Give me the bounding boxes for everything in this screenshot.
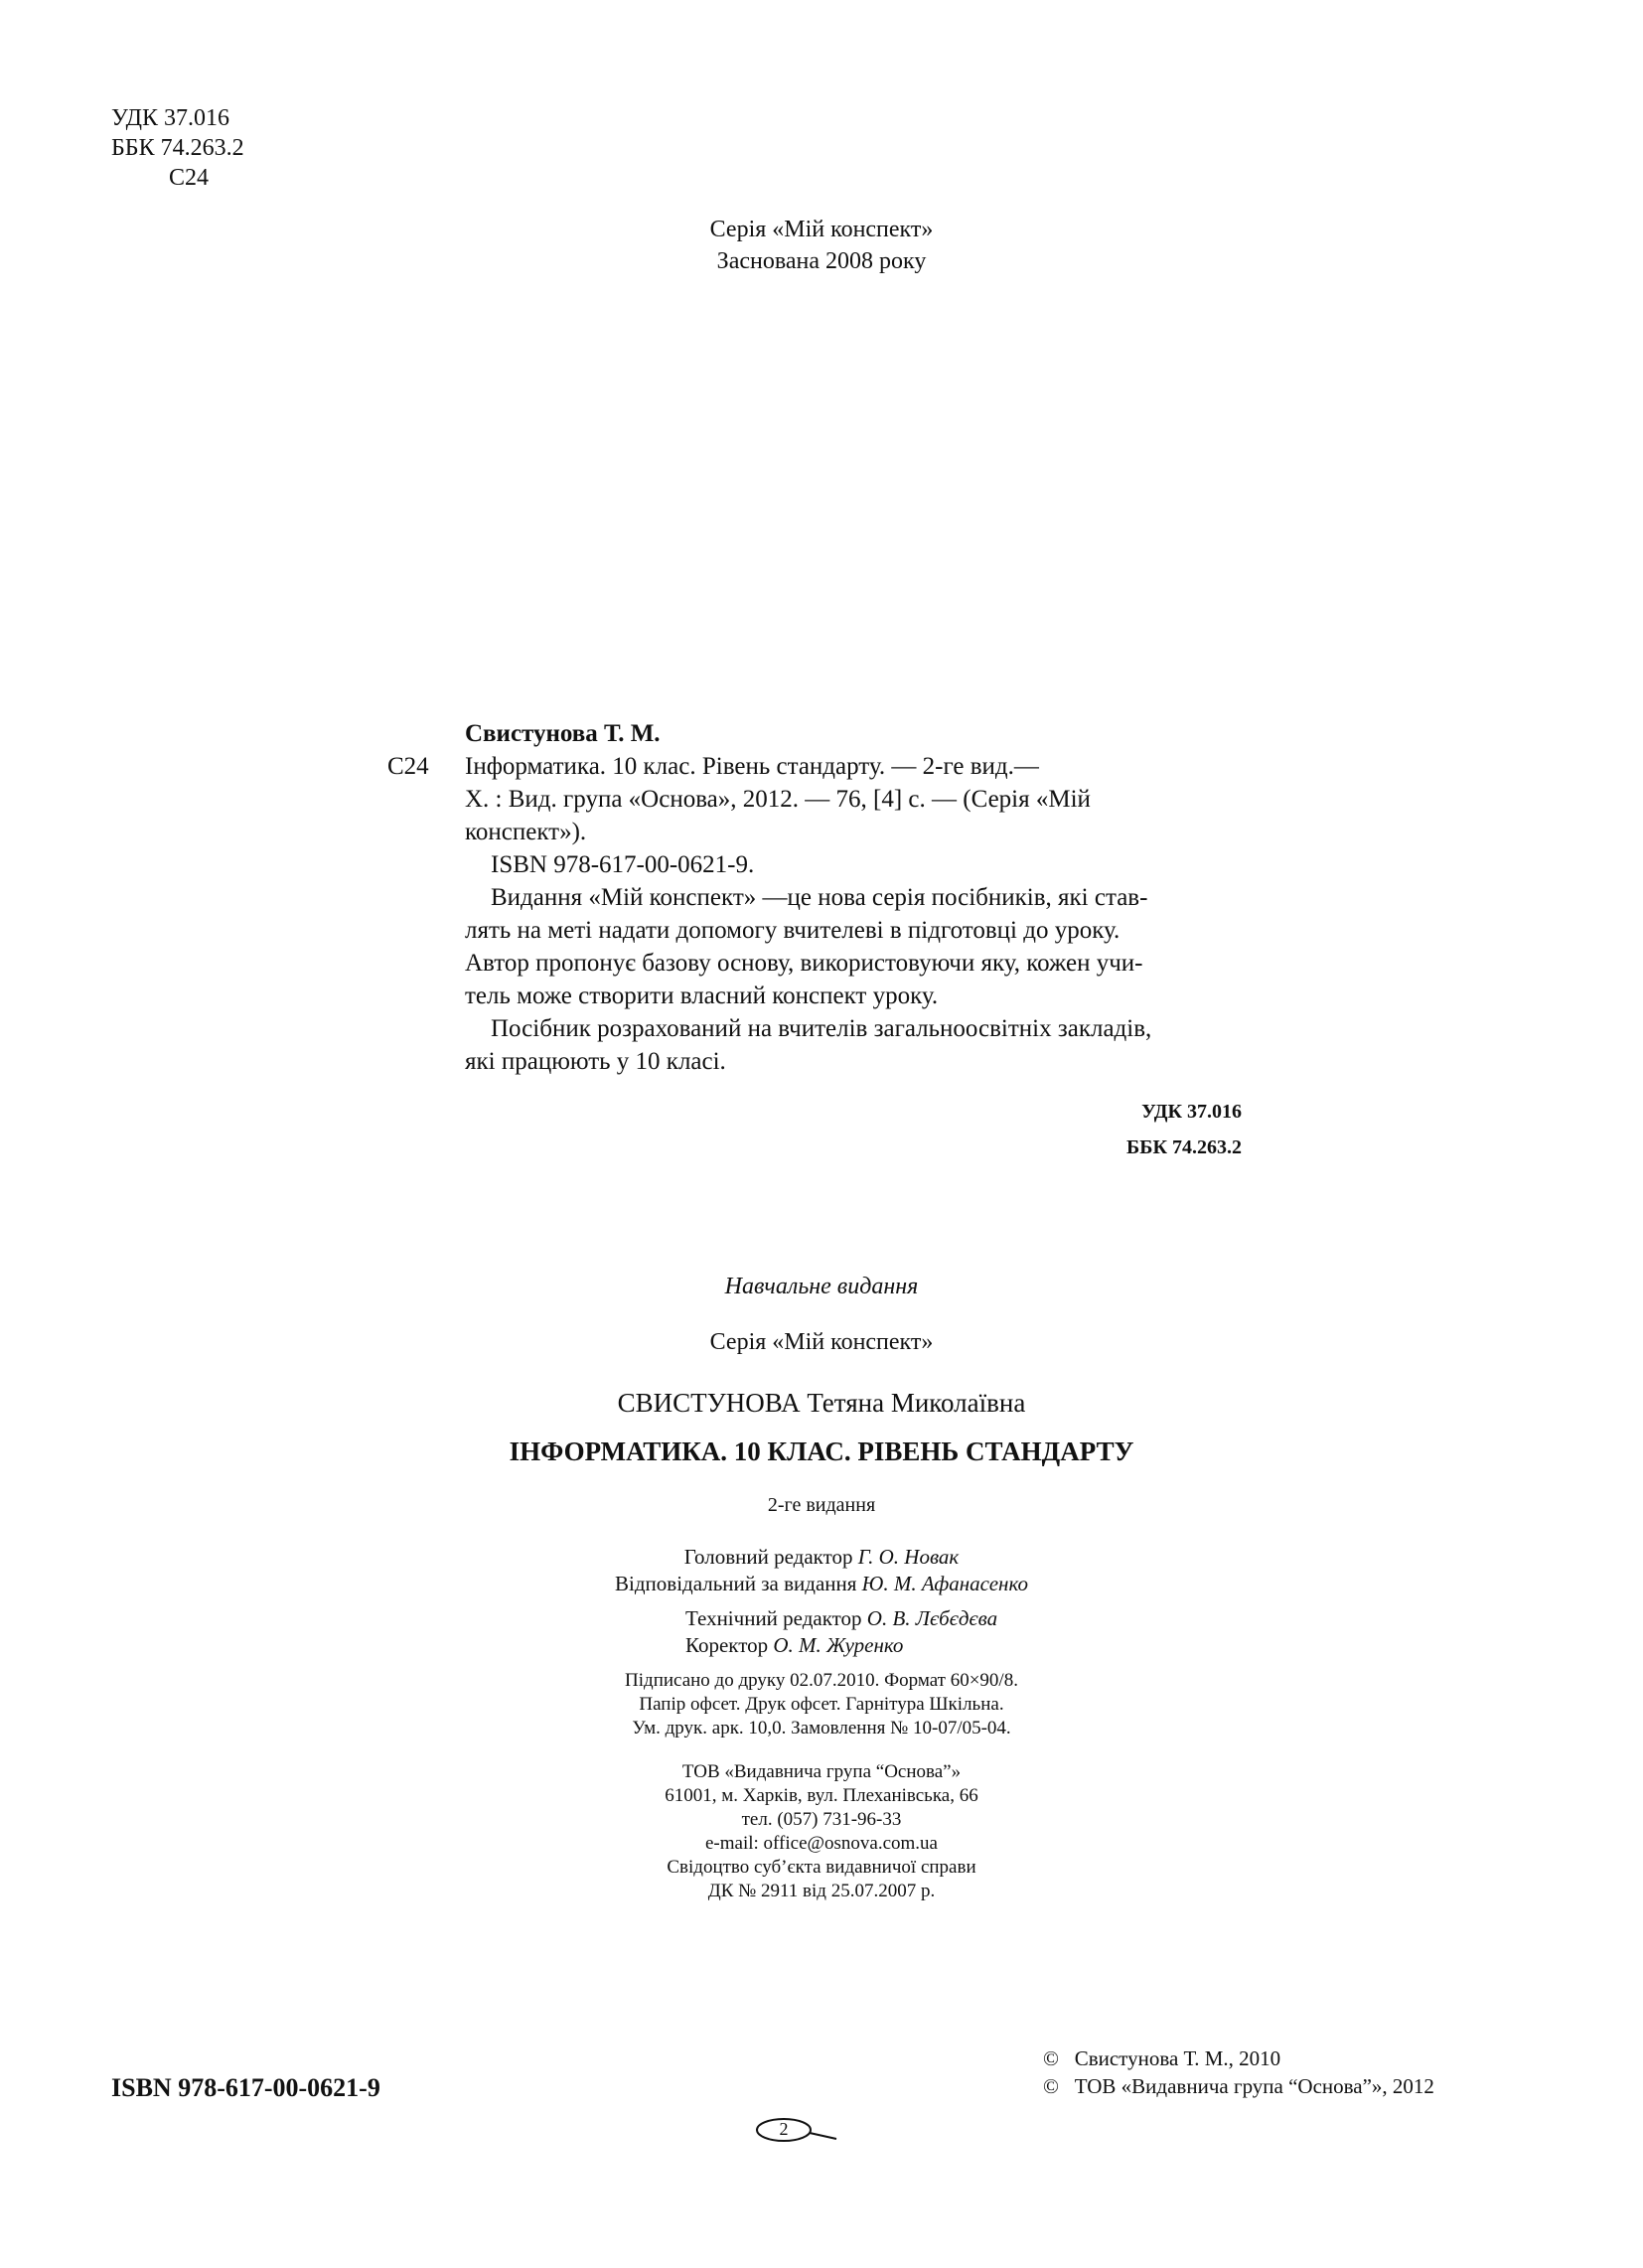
publisher-line: ТОВ «Видавнича група “Основа”» xyxy=(681,1761,962,1782)
publisher-details xyxy=(0,1760,1643,1903)
publisher-line: 61001, м. Харків, вул. Плеханівська, 66 xyxy=(665,1785,978,1806)
udk-code: УДК 37.016 xyxy=(111,105,229,131)
imprint-series: Серія «Мій конспект» xyxy=(709,1329,934,1355)
author-full-name: СВИСТУНОВА Тетяна Миколаївна xyxy=(617,1388,1026,1418)
bib-title-line xyxy=(387,750,1242,783)
classification-codes xyxy=(111,103,244,193)
series-founded: Заснована 2008 року xyxy=(716,248,927,274)
annotation-line: Видання «Мій конспект» —це нова серія посібників, які став- xyxy=(491,884,1148,911)
bib-line-3: конспект»). xyxy=(465,819,587,845)
bib-code: С24 xyxy=(387,753,429,780)
copyright-block xyxy=(1043,2044,1434,2100)
proofreader xyxy=(685,1632,903,1659)
bib-bbk: ББК 74.263.2 xyxy=(1126,1136,1242,1158)
edition-type: Навчальне видання xyxy=(724,1274,919,1299)
bib-line-2: Х. : Вид. група «Основа», 2012. — 76, [4] с. — (Серія «Мій xyxy=(465,786,1091,813)
series-header xyxy=(0,214,1643,277)
print-details xyxy=(0,1669,1643,1740)
publisher-line: e-mail: office@osnova.com.ua xyxy=(705,1833,938,1854)
responsible-editor-name: Ю. М. Афанасенко xyxy=(861,1572,1028,1595)
chief-editor-name: Г. О. Новак xyxy=(857,1545,960,1569)
annotation-line: тель може створити власний конспект уроку. xyxy=(465,983,939,1009)
annotation-line: які працюють у 10 класі. xyxy=(465,1048,726,1075)
publisher-line: Свідоцтво суб’єкта видавничої справи xyxy=(667,1857,976,1878)
annotation-line: лять на меті надати допомогу вчителеві в підготовці до уроку. xyxy=(465,917,1120,944)
responsible-editor-label: Відповідальний за видання xyxy=(615,1572,862,1595)
technical-editor-name: О. В. Лєбєдєва xyxy=(866,1606,998,1630)
footer-isbn: ISBN 978-617-00-0621-9 xyxy=(111,2073,380,2102)
chief-editor xyxy=(0,1544,1643,1571)
series-name: Серія «Мій конспект» xyxy=(709,217,934,242)
chief-editor-label: Головний редактор xyxy=(683,1545,858,1569)
book-title: ІНФОРМАТИКА. 10 КЛАС. РІВЕНЬ СТАНДАРТУ xyxy=(509,1436,1134,1466)
author-sign-code: С24 xyxy=(169,165,210,191)
bib-isbn: ISBN 978-617-00-0621-9. xyxy=(491,851,755,878)
proofreader-label: Коректор xyxy=(685,1633,774,1657)
bbk-code: ББК 74.263.2 xyxy=(111,135,244,161)
page-number: 2 xyxy=(779,2119,789,2139)
annotation-line: Посібник розрахований на вчителів загальноосвітніх закладів, xyxy=(491,1015,1152,1042)
publisher-line: тел. (057) 731-96-33 xyxy=(741,1809,902,1830)
publisher-line: ДК № 2911 від 25.07.2007 р. xyxy=(707,1881,936,1901)
bib-line-1: Інформатика. 10 клас. Рівень стандарту. — 2-ге вид.— xyxy=(465,753,1039,780)
bibliographic-record xyxy=(387,717,1242,1165)
bib-udk: УДК 37.016 xyxy=(1141,1101,1242,1123)
edition-number: 2-ге видання xyxy=(767,1494,876,1516)
proofreader-name: О. М. Журенко xyxy=(773,1633,904,1657)
print-line: Ум. друк. арк. 10,0. Замовлення № 10-07/05-04. xyxy=(632,1718,1011,1739)
copyright-publisher: © ТОВ «Видавнича група “Основа”», 2012 xyxy=(1043,2074,1434,2098)
responsible-editor xyxy=(0,1571,1643,1597)
technical-editor xyxy=(685,1605,997,1632)
print-line: Підписано до друку 02.07.2010. Формат 60×90/8. xyxy=(625,1670,1018,1691)
annotation-line: Автор пропонує базову основу, використовуючи яку, кожен учи- xyxy=(465,950,1143,977)
page-number-badge xyxy=(755,2117,819,2145)
bib-author: Свистунова Т. М. xyxy=(465,720,661,747)
print-line: Папір офсет. Друк офсет. Гарнітура Шкільна. xyxy=(639,1694,1004,1715)
copyright-author: © Свистунова Т. М., 2010 xyxy=(1043,2046,1281,2070)
technical-editor-label: Технічний редактор xyxy=(685,1606,867,1630)
